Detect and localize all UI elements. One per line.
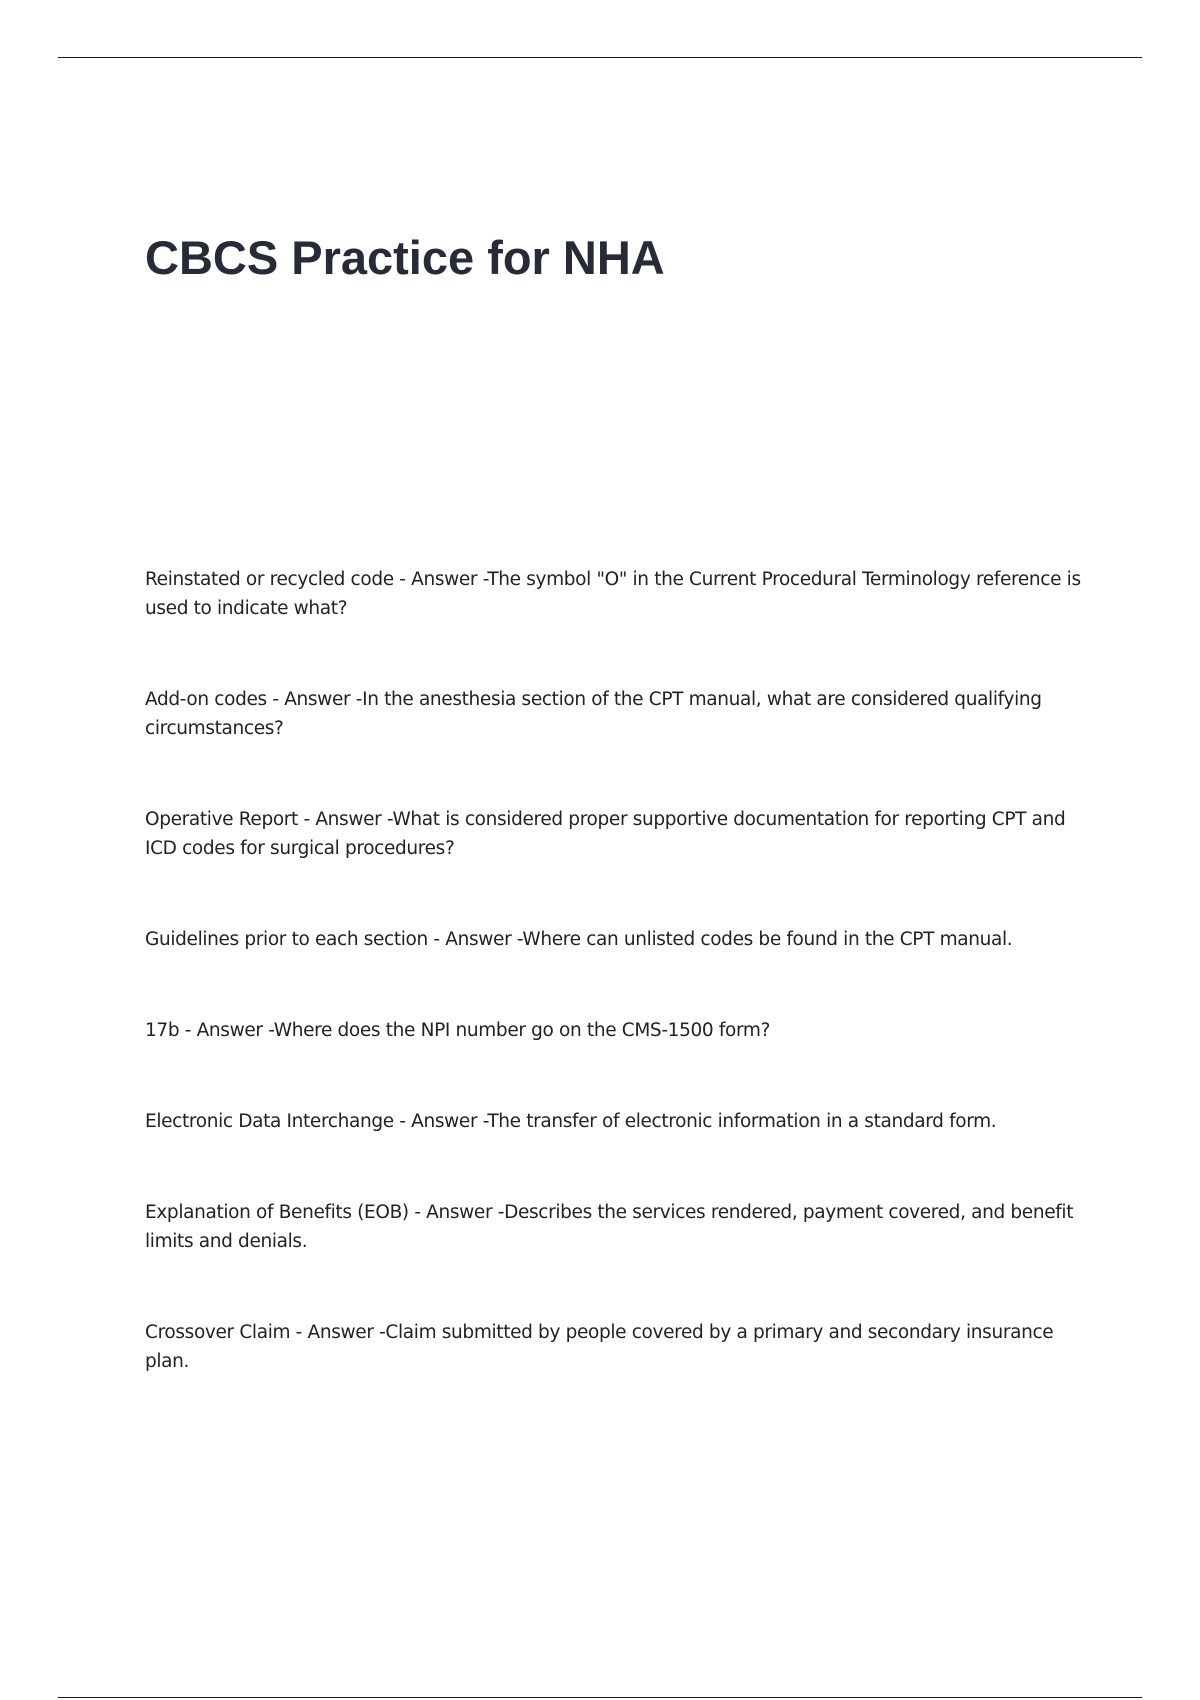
qa-item: Reinstated or recycled code - Answer -The symbol "O" in the Current Procedural Terminology reference is used to indicate what? [145,569,1081,619]
qa-item: Explanation of Benefits (EOB) - Answer -Describes the services rendered, payment covered, and benefit limits and denials. [145,1202,1074,1252]
qa-item: Operative Report - Answer -What is considered proper supportive documentation for reporting CPT and ICD codes for surgical procedures? [145,809,1066,859]
qa-item: Guidelines prior to each section - Answer -Where can unlisted codes be found in the CPT manual. [145,929,1013,950]
qa-item: Crossover Claim - Answer -Claim submitted by people covered by a primary and secondary insurance plan. [145,1322,1054,1372]
document-title: CBCS Practice for NHA [145,231,665,284]
qa-item: 17b - Answer -Where does the NPI number go on the CMS-1500 form? [145,1020,771,1041]
question-answer-list [145,565,1090,1438]
bottom-divider [58,1697,1142,1698]
qa-item: Electronic Data Interchange - Answer -The transfer of electronic information in a standard form. [145,1111,997,1132]
top-divider [58,57,1142,58]
qa-item: Add-on codes - Answer -In the anesthesia section of the CPT manual, what are considered qualifying circumstances? [145,689,1042,739]
